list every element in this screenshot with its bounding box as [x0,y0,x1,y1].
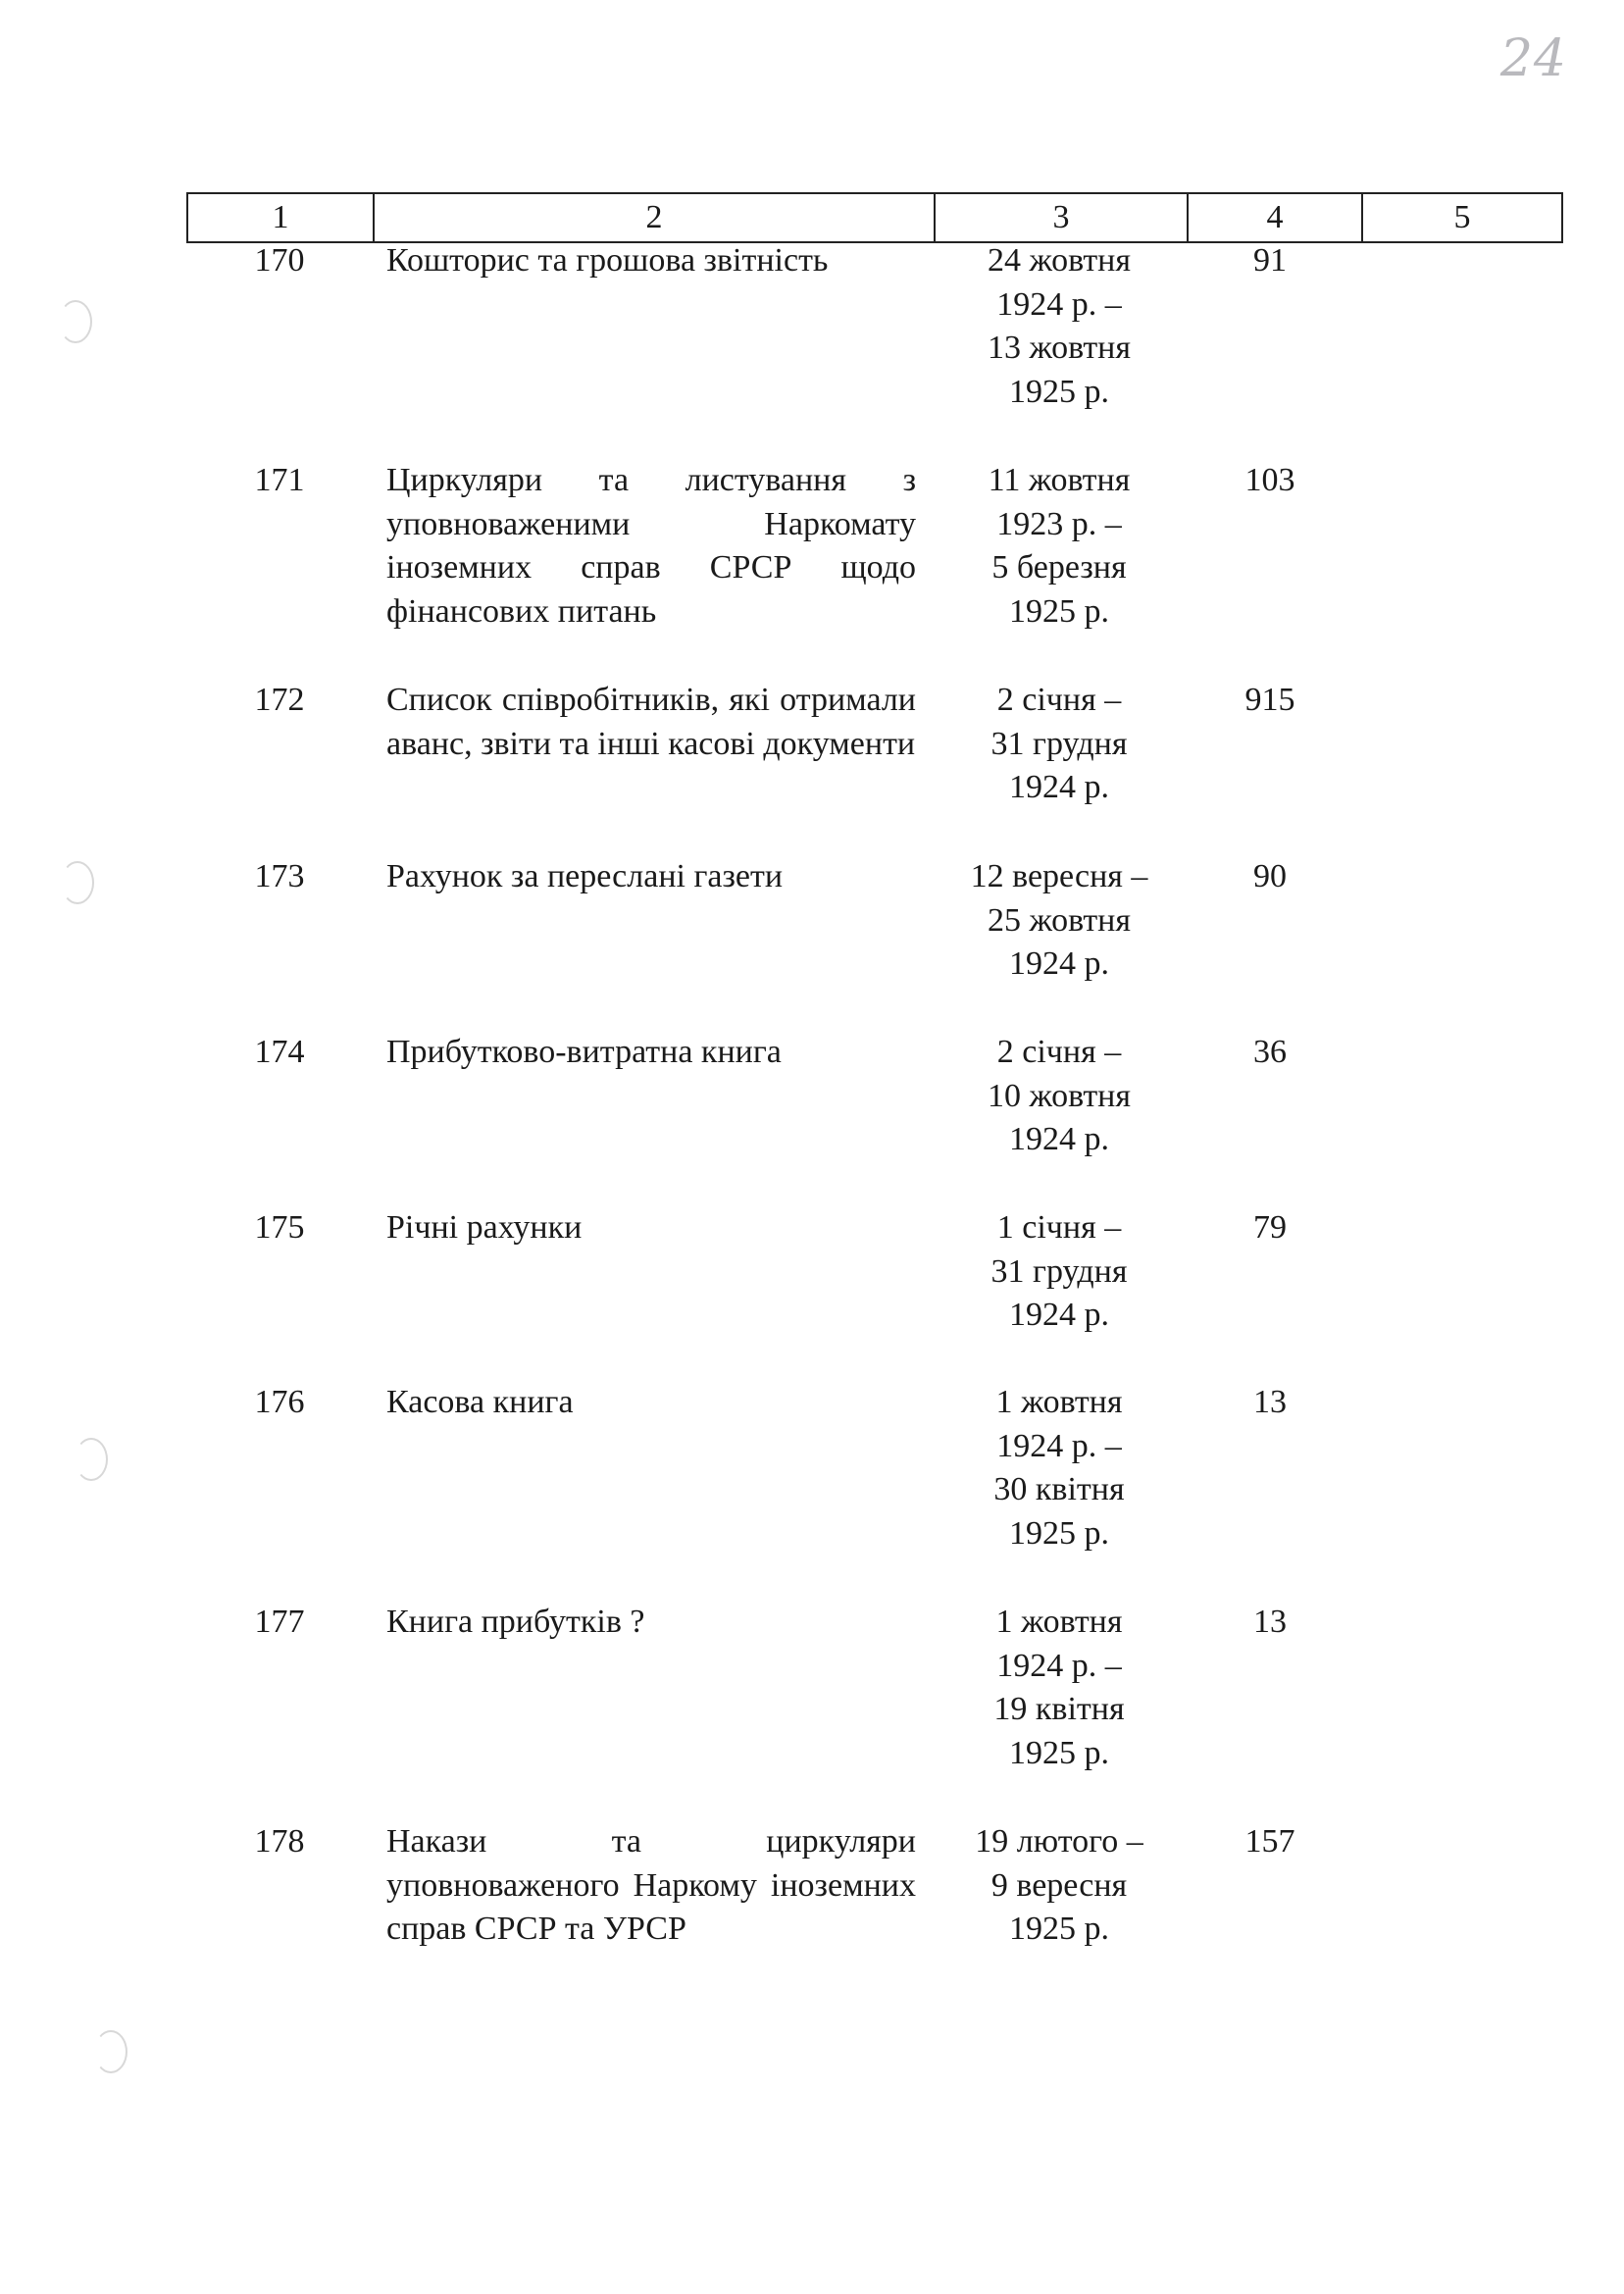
date-line: 31 грудня [990,1252,1128,1290]
date-line: 5 березня [991,549,1127,586]
date-line: 9 вересня [990,1866,1128,1904]
date-line: 1924 р. – [996,1647,1122,1684]
entry-dates [941,1820,1177,1952]
entry-dates [941,1601,1177,1775]
entry-dates [941,679,1177,810]
date-line: 1924 р. [1009,945,1109,982]
date-line: 1925 р. [1009,1514,1109,1552]
date-line: 1 жовтня [995,1604,1123,1640]
entry-pages: 157 [1244,1823,1295,1860]
date-line: 1925 р. [1009,592,1109,630]
entry-dates [941,1031,1177,1162]
date-line: 1925 р. [1009,1734,1109,1771]
punch-hole-1 [59,300,92,343]
entry-dates [941,855,1177,987]
punch-hole-2 [61,861,94,904]
entry-pages: 36 [1253,1034,1287,1070]
date-line: 2 січня – [996,1034,1122,1070]
date-line: 11 жовтня [988,462,1131,498]
date-line: 1923 р. – [996,505,1122,542]
date-line: 2 січня – [996,682,1122,718]
date-line: 1924 р. – [996,1427,1122,1464]
page-number: 24 [1499,29,1567,88]
date-line: 1924 р. – [996,285,1122,323]
date-line: 24 жовтня [987,242,1132,279]
entry-title: Прибутково-витратна книга [386,1034,782,1070]
entry-title: Накази та циркуляри уповноваженого Наркому іноземних справ СРСР та УРСР [386,1823,916,1947]
entry-dates [941,1381,1177,1555]
entry-number: 173 [254,858,305,894]
entry-pages: 915 [1244,682,1295,718]
entry-title: Список співробітників, які отримали аванс, звіти та інші касові документи [386,682,916,762]
header-col-3: 3 [936,194,1189,241]
date-line: 12 вересня – [970,858,1148,894]
entry-dates [941,459,1177,634]
date-line: 10 жовтня [987,1077,1132,1114]
entry-pages: 103 [1244,462,1295,498]
entry-title: Річні рахунки [386,1209,583,1246]
entry-pages: 13 [1253,1384,1287,1420]
entry-dates [941,1206,1177,1338]
entry-pages: 13 [1253,1604,1287,1640]
entry-title: Кошторис та грошова звітність [386,242,829,279]
date-line: 25 жовтня [987,901,1132,939]
entry-number: 178 [254,1823,305,1860]
entry-number: 172 [254,682,305,718]
header-col-1: 1 [188,194,375,241]
punch-hole-3 [75,1438,108,1481]
entry-number: 170 [254,242,305,279]
header-col-2: 2 [375,194,936,241]
date-line: 13 жовтня [987,330,1132,366]
date-line: 1925 р. [1009,1911,1109,1947]
date-line: 19 лютого – [975,1823,1143,1860]
date-line: 1 січня – [996,1209,1122,1246]
date-line: 1924 р. [1009,769,1109,805]
header-col-4: 4 [1189,194,1363,241]
header-col-5: 5 [1453,199,1471,235]
entry-number: 175 [254,1209,305,1246]
date-line: 1924 р. [1009,1121,1109,1157]
entry-number: 174 [254,1034,305,1070]
date-line: 1924 р. [1009,1297,1109,1333]
entry-number: 177 [254,1604,305,1640]
entry-dates [941,239,1177,414]
entry-number: 171 [254,462,305,498]
date-line: 1 жовтня [995,1384,1123,1420]
entry-title: Циркуляри та листування з уповноваженими Наркомату іноземних справ СРСР щодо фінансових питань [386,462,916,630]
entry-pages: 79 [1253,1209,1287,1246]
entry-title: Касова книга [386,1384,574,1420]
punch-hole-4 [94,2030,127,2073]
entry-pages: 90 [1253,858,1287,894]
date-line: 31 грудня [990,725,1128,762]
entry-number: 176 [254,1384,305,1420]
entry-title: Рахунок за переслані газети [386,858,784,894]
date-line: 1925 р. [1009,373,1109,410]
column-header-row [186,192,1563,243]
date-line: 30 квітня [993,1471,1125,1507]
date-line: 19 квітня [993,1691,1125,1727]
entry-pages: 91 [1253,242,1287,279]
entry-title: Книга прибутків ? [386,1604,645,1640]
